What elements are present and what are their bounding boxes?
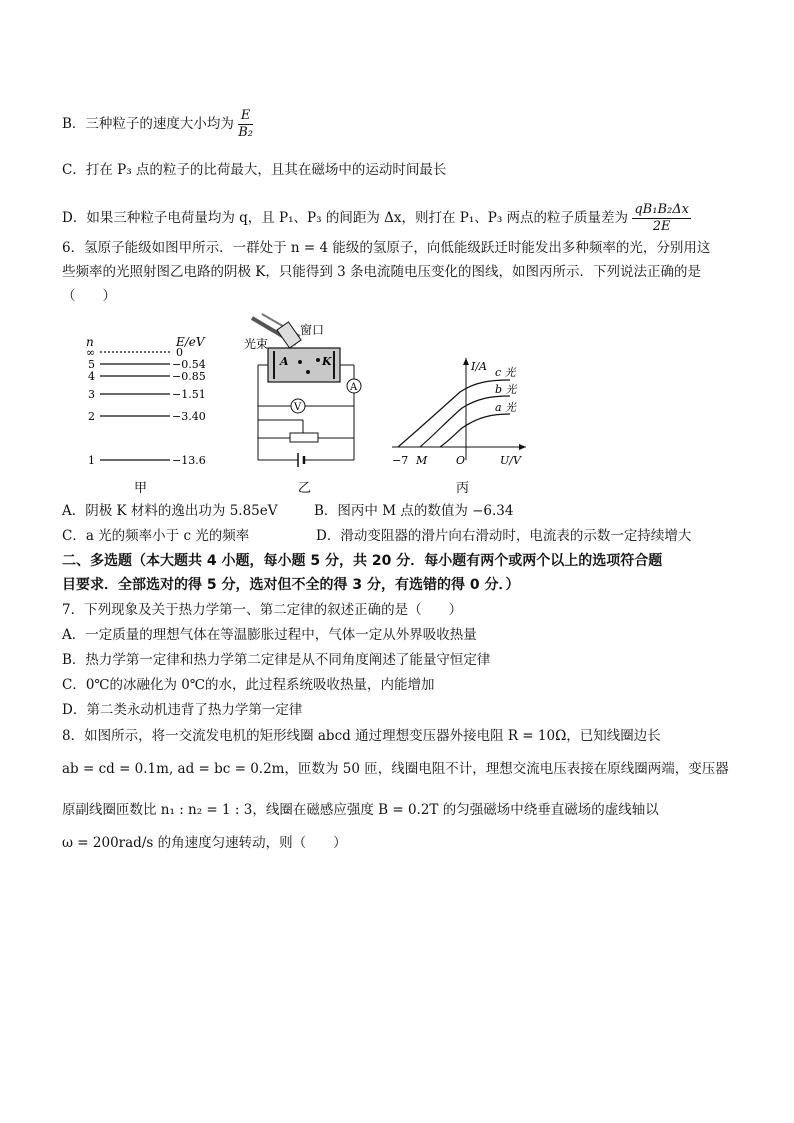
anode-label: A bbox=[280, 355, 289, 368]
q6-option-a: A．阴极 K 材料的逸出功为 5.85eV bbox=[62, 503, 278, 519]
curve-b-label: b 光 bbox=[495, 383, 517, 396]
caption-yi: 乙 bbox=[298, 481, 312, 496]
y-axis-label: I/A bbox=[471, 360, 487, 373]
q6-option-b: B．图丙中 M 点的数值为 −6.34 bbox=[314, 503, 514, 519]
section-2-heading-line-1: 二、多选题（本大题共 4 小题，每小题 5 分，共 20 分．每小题有两个或两个以上的选项符合题 bbox=[62, 553, 663, 569]
q7-option-a: A．一定质量的理想气体在等温膨胀过程中，气体一定从外界吸收热量 bbox=[62, 627, 477, 643]
x-axis-label: U/V bbox=[500, 454, 521, 467]
q6-stem-line-2: 些频率的光照射图乙电路的阴极 K，只能得到 3 条电流随电压变化的图线，如图丙所示．下列说法正确的是 bbox=[62, 264, 702, 280]
caption-bing: 丙 bbox=[456, 481, 470, 496]
ammeter-label: A bbox=[350, 382, 358, 393]
electron-3 bbox=[316, 358, 320, 362]
level-3-n: 3 bbox=[88, 388, 95, 401]
q7-stem: 7．下列现象及关于热力学第一、第二定律的叙述正确的是（ ） bbox=[62, 602, 463, 618]
iu-graph bbox=[392, 358, 526, 496]
q7-option-c: C．0℃的冰融化为 0℃的水，此过程系统吸收热量，内能增加 bbox=[62, 677, 435, 693]
level-1-e: −13.6 bbox=[172, 454, 206, 467]
y-axis-arrow bbox=[463, 358, 469, 365]
energy-level-diagram bbox=[86, 335, 206, 496]
q6-stem-line-1: 6．氢原子能级如图甲所示．一群处于 n = 4 能级的氢原子，向低能级跃迁时能发出多种频率的光，分别用这 bbox=[62, 240, 711, 256]
voltmeter-label: V bbox=[294, 402, 302, 413]
level-4-n: 4 bbox=[88, 370, 95, 383]
level-5-e: −0.54 bbox=[172, 358, 206, 371]
q6-option-d: D．滑动变阻器的滑片向右滑动时，电流表的示数一定持续增大 bbox=[316, 528, 692, 544]
q8-line-1: 8．如图所示，将一交流发电机的矩形线圈 abcd 通过理想变压器外接电阻 R = 10Ω，已知线圈边长 bbox=[62, 728, 661, 744]
q8-line-3: 原副线圈匝数比 n₁ : n₂ = 1 : 3，线圈在磁感应强度 B = 0.2T 的匀强磁场中绕垂直磁场的虚线轴以 bbox=[62, 802, 659, 818]
q6-option-c: C．a 光的频率小于 c 光的频率 bbox=[62, 528, 250, 544]
window-label: 窗口 bbox=[300, 323, 325, 337]
q5-option-b-fraction: $\frac{E}{\text{B₂}}$ bbox=[238, 108, 253, 140]
caption-jia: 甲 bbox=[134, 481, 148, 496]
photoelectric-circuit bbox=[244, 314, 361, 496]
q5-option-d: D．如果三种粒子电荷量均为 q，且 P₁、P₃ 的间距为 Δx，则打在 P₁、P₃ 两点的粒子质量差为 $\frac{\text{qB₁B₂Δx}}{2E}$ bbox=[62, 202, 689, 234]
section-2-heading-line-2: 目要求．全部选对的得 5 分，选对但不全的得 3 分，有选错的得 0 分．） bbox=[62, 577, 520, 593]
q5-option-c: C．打在 P₃ 点的粒子的比荷最大，且其在磁场中的运动时间最长 bbox=[62, 162, 447, 178]
level-2-n: 2 bbox=[88, 410, 95, 423]
tick-minus-7: −7 bbox=[392, 454, 409, 467]
q5-option-b: B．三种粒子的速度大小均为 $\frac{E}{\text{B₂}}$ bbox=[62, 108, 253, 140]
q6-figures bbox=[0, 310, 794, 500]
electron-2 bbox=[306, 370, 310, 374]
energy-header: E/eV bbox=[176, 335, 205, 349]
origin-label: O bbox=[456, 454, 466, 467]
q7-option-d: D．第二类永动机违背了热力学第一定律 bbox=[62, 702, 303, 718]
q8-line-2: ab = cd = 0.1m, ad = bc = 0.2m，匝数为 50 匝，线圈电阻不计，理想交流电压表接在原线圈两端，变压器 bbox=[62, 761, 729, 777]
level-1-n: 1 bbox=[88, 454, 95, 467]
level-2-e: −3.40 bbox=[172, 410, 206, 423]
level-3-e: −1.51 bbox=[172, 388, 206, 401]
level-5-n: 5 bbox=[88, 358, 95, 371]
cathode-label: K bbox=[322, 355, 332, 368]
q5-option-d-fraction: $\frac{\text{qB₁B₂Δx}}{2E}$ bbox=[634, 202, 689, 234]
x-axis-arrow bbox=[519, 444, 526, 450]
q7-option-b: B．热力学第一定律和热力学第二定律是从不同角度阐述了能量守恒定律 bbox=[62, 652, 491, 668]
q6-stem-line-3: （ ） bbox=[62, 288, 116, 304]
rheostat bbox=[290, 433, 318, 442]
curve-c bbox=[398, 380, 510, 447]
n-header: n bbox=[86, 335, 94, 349]
beam-label: 光束 bbox=[244, 337, 269, 351]
level-inf-e: 0 bbox=[176, 346, 183, 359]
curve-a-label: a 光 bbox=[495, 401, 517, 414]
electron-1 bbox=[298, 360, 302, 364]
q8-line-4: ω = 200rad/s 的角速度匀速转动，则（ ） bbox=[62, 835, 347, 851]
level-inf-n: ∞ bbox=[86, 346, 96, 359]
level-4-e: −0.85 bbox=[172, 370, 206, 383]
point-m-label: M bbox=[416, 454, 428, 467]
curve-c-label: c 光 bbox=[495, 366, 516, 379]
